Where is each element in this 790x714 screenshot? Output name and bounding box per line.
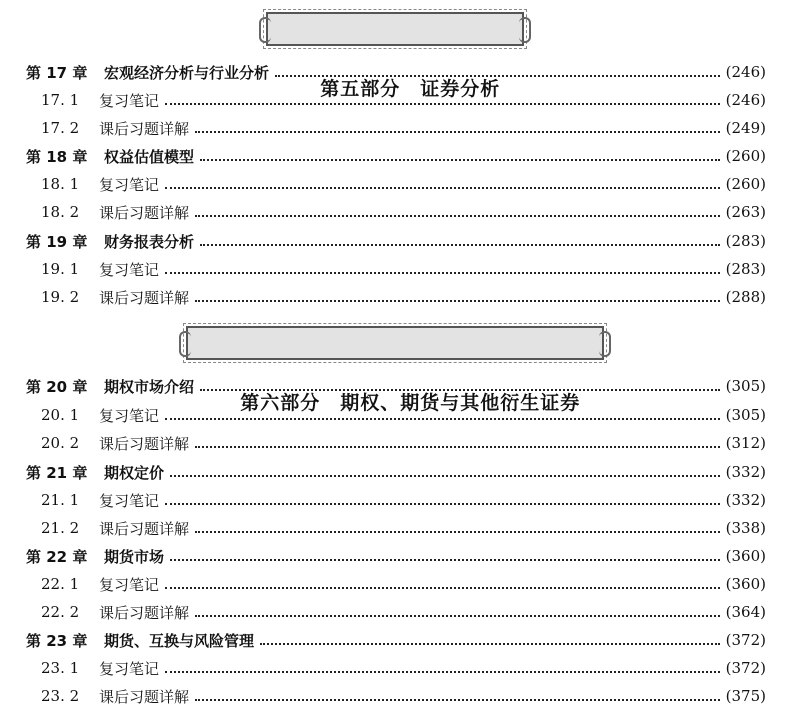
page-number: (283)	[725, 232, 766, 250]
section-number: 22. 2	[41, 603, 80, 621]
toc-chapter-21[interactable]	[26, 460, 766, 484]
toc-chapter-23[interactable]	[26, 628, 766, 652]
banner-ornament-right	[599, 331, 611, 357]
dot-leader	[165, 671, 720, 673]
dot-leader	[200, 159, 720, 161]
chapter-title: 期权定价	[104, 463, 165, 482]
dot-leader	[165, 187, 720, 189]
dot-leader	[165, 103, 720, 105]
page-number: (246)	[725, 91, 766, 109]
page-number: (332)	[725, 463, 766, 481]
section-number: 17. 2	[41, 119, 80, 137]
chapter-number: 第 19 章	[26, 232, 88, 251]
page-number: (260)	[725, 147, 766, 165]
toc-section-18-2[interactable]	[26, 200, 766, 224]
chapter-number: 第 17 章	[26, 63, 88, 82]
chapter-title: 权益估值模型	[104, 147, 195, 166]
page-number: (249)	[725, 119, 766, 137]
toc-chapter-19[interactable]	[26, 229, 766, 253]
dot-leader	[170, 559, 720, 561]
section-number: 21. 2	[41, 519, 80, 537]
dot-leader	[165, 587, 720, 589]
section-title: 课后习题详解	[99, 288, 190, 307]
chapter-number: 第 18 章	[26, 147, 88, 166]
banner-ornament-left	[179, 331, 191, 357]
toc-chapter-18[interactable]	[26, 144, 766, 168]
section-title: 课后习题详解	[99, 603, 190, 622]
section-title: 课后习题详解	[99, 119, 190, 138]
page-number: (288)	[725, 288, 766, 306]
page-number: (338)	[725, 519, 766, 537]
section-number: 18. 2	[41, 203, 80, 221]
section-number: 19. 2	[41, 288, 80, 306]
section-title: 复习笔记	[99, 91, 160, 110]
dot-leader	[195, 615, 720, 617]
page-number: (360)	[725, 575, 766, 593]
section-number: 18. 1	[41, 175, 80, 193]
page-number: (375)	[725, 687, 766, 705]
toc-section-18-1[interactable]	[26, 172, 766, 196]
dot-leader	[165, 503, 720, 505]
part-6-title: 第六部分 期权、期货与其他衍生证券	[240, 392, 581, 414]
dot-leader	[195, 699, 720, 701]
page-number: (283)	[725, 260, 766, 278]
toc-section-22-2[interactable]	[26, 600, 766, 624]
chapter-title: 期货市场	[104, 547, 165, 566]
dot-leader	[195, 446, 720, 448]
section-title: 复习笔记	[99, 491, 160, 510]
toc-section-22-1[interactable]	[26, 572, 766, 596]
toc-section-20-2[interactable]	[26, 431, 766, 455]
toc-section-23-2[interactable]	[26, 684, 766, 708]
toc-section-20-1[interactable]	[26, 403, 766, 427]
dot-leader	[195, 300, 720, 302]
chapter-title: 财务报表分析	[104, 232, 195, 251]
part-5-title: 第五部分 证券分析	[320, 78, 501, 100]
section-title: 课后习题详解	[99, 519, 190, 538]
banner-ornament-left	[259, 17, 271, 43]
section-title: 复习笔记	[99, 260, 160, 279]
page-number: (263)	[725, 203, 766, 221]
section-title: 课后习题详解	[99, 203, 190, 222]
dot-leader	[275, 75, 720, 77]
dot-leader	[195, 215, 720, 217]
dot-leader	[195, 531, 720, 533]
page-number: (312)	[725, 434, 766, 452]
section-number: 17. 1	[41, 91, 80, 109]
section-title: 复习笔记	[99, 406, 160, 425]
dot-leader	[260, 643, 720, 645]
page-number: (332)	[725, 491, 766, 509]
section-number: 19. 1	[41, 260, 80, 278]
toc-chapter-22[interactable]	[26, 544, 766, 568]
chapter-number: 第 21 章	[26, 463, 88, 482]
page-number: (360)	[725, 547, 766, 565]
section-number: 20. 1	[41, 406, 80, 424]
section-number: 23. 1	[41, 659, 80, 677]
toc-section-21-2[interactable]	[26, 516, 766, 540]
section-number: 21. 1	[41, 491, 80, 509]
part-6-title-box	[186, 326, 604, 414]
section-title: 复习笔记	[99, 575, 160, 594]
chapter-number: 第 23 章	[26, 631, 88, 650]
section-title: 复习笔记	[99, 659, 160, 678]
dot-leader	[200, 389, 720, 391]
page-number: (260)	[725, 175, 766, 193]
section-number: 23. 2	[41, 687, 80, 705]
part-5-title-box	[266, 12, 524, 100]
chapter-title: 期权市场介绍	[104, 377, 195, 396]
chapter-number: 第 20 章	[26, 377, 88, 396]
toc-section-17-1[interactable]	[26, 88, 766, 112]
section-title: 复习笔记	[99, 175, 160, 194]
toc-chapter-20[interactable]	[26, 374, 766, 398]
section-number: 22. 1	[41, 575, 80, 593]
toc-section-17-2[interactable]	[26, 116, 766, 140]
dot-leader	[195, 131, 720, 133]
dot-leader	[200, 244, 720, 246]
section-number: 20. 2	[41, 434, 80, 452]
section-title: 课后习题详解	[99, 687, 190, 706]
toc-section-21-1[interactable]	[26, 488, 766, 512]
page-number: (364)	[725, 603, 766, 621]
page-number: (372)	[725, 659, 766, 677]
page-number: (246)	[725, 63, 766, 81]
page-number: (305)	[725, 377, 766, 395]
page-number: (372)	[725, 631, 766, 649]
dot-leader	[165, 418, 720, 420]
banner-ornament-right	[519, 17, 531, 43]
dot-leader	[170, 475, 720, 477]
toc-chapter-17[interactable]	[26, 60, 766, 84]
dot-leader	[165, 272, 720, 274]
section-title: 课后习题详解	[99, 434, 190, 453]
chapter-number: 第 22 章	[26, 547, 88, 566]
toc-section-23-1[interactable]	[26, 656, 766, 680]
chapter-title: 期货、互换与风险管理	[104, 631, 255, 650]
page-number: (305)	[725, 406, 766, 424]
chapter-title: 宏观经济分析与行业分析	[104, 63, 270, 82]
toc-section-19-2[interactable]	[26, 285, 766, 309]
toc-section-19-1[interactable]	[26, 257, 766, 281]
